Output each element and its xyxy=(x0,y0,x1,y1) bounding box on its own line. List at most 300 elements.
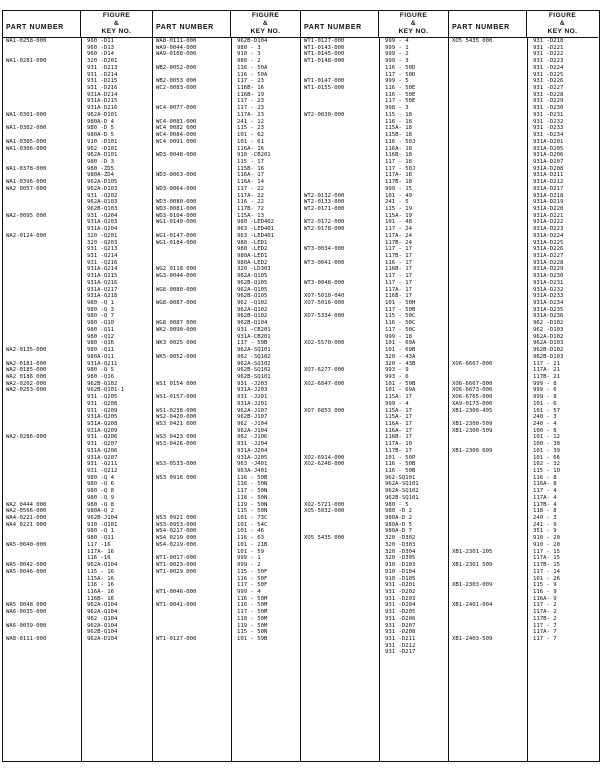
part-number-cell xyxy=(153,260,231,267)
figure-key-cell: 910 - 20 xyxy=(533,541,560,548)
figure-key-cell: 931 -D230 xyxy=(533,105,564,112)
table-row xyxy=(3,488,152,495)
table-row xyxy=(449,179,598,186)
figure-key-cell: 101 - 59B xyxy=(385,380,416,387)
table-row xyxy=(301,361,448,368)
figure-key-cell: 931A-D212 xyxy=(533,179,564,186)
part-number-cell: XO5 5435 000 xyxy=(452,38,493,44)
part-number-cell xyxy=(449,629,527,636)
table-row xyxy=(301,293,448,300)
table-row xyxy=(449,159,598,166)
table-row xyxy=(3,92,152,99)
table-row xyxy=(301,92,448,99)
figure-key-cell: 931 -D206 xyxy=(385,615,416,622)
part-number-cell xyxy=(449,98,527,105)
table-row xyxy=(153,495,300,502)
table-row xyxy=(449,58,598,65)
table-row xyxy=(3,233,152,240)
table-row xyxy=(301,468,448,475)
part-number-cell xyxy=(153,112,231,119)
table-row xyxy=(3,602,152,609)
table-row xyxy=(449,475,598,482)
part-number-cell xyxy=(301,354,379,361)
part-number-cell xyxy=(301,562,379,569)
part-number-cell xyxy=(449,374,527,381)
part-number-cell: WT2-0178-000 xyxy=(304,226,345,233)
figure-key-cell: 962 -J106 xyxy=(237,434,268,441)
table-row xyxy=(301,334,448,341)
figure-key-cell: 962 -J104 xyxy=(237,420,268,427)
part-number-cell: WT1-0143-000 xyxy=(304,44,345,51)
table-row xyxy=(449,576,598,583)
figure-key-cell: 962B-Q102 xyxy=(237,313,268,320)
part-number-cell xyxy=(301,186,379,193)
figure-key-cell: 931A-Q203 xyxy=(87,219,118,226)
header-part-number: PART NUMBER xyxy=(153,11,231,37)
part-number-cell xyxy=(449,334,527,341)
figure-key-cell: 116 - 50N xyxy=(237,481,268,488)
table-row xyxy=(449,394,598,401)
figure-key-cell: 980 -Q 8 xyxy=(87,501,114,508)
table-row xyxy=(301,347,448,354)
figure-key-cell: 931 -D214 xyxy=(87,71,118,78)
table-row xyxy=(3,515,152,522)
figure-key-cell: 117 - 24 xyxy=(385,226,412,233)
table-row xyxy=(153,576,300,583)
table-row xyxy=(153,293,300,300)
part-number-cell xyxy=(153,448,231,455)
table-row xyxy=(301,623,448,630)
table-row xyxy=(153,78,300,85)
part-number-cell xyxy=(449,85,527,92)
table-row xyxy=(153,98,300,105)
table-row xyxy=(153,414,300,421)
part-number-cell xyxy=(153,367,231,374)
figure-key-cell: 963 -LED401 xyxy=(237,226,275,233)
figure-key-cell: 240 - 4 xyxy=(533,420,557,427)
part-number-cell: WG2 0118 000 xyxy=(156,266,197,273)
table-row xyxy=(153,515,300,522)
part-number-cell xyxy=(301,307,379,314)
table-row xyxy=(301,38,448,45)
table-row xyxy=(3,152,152,159)
figure-key-cell: 931 -J201 xyxy=(237,394,268,401)
figure-key-cell: 931A-D201 xyxy=(533,138,564,145)
table-row xyxy=(3,98,152,105)
column-header xyxy=(449,11,598,38)
figure-key-cell: 101 - 69A xyxy=(385,387,416,394)
table-row xyxy=(301,253,448,260)
figure-key-cell: 116 - 50A xyxy=(237,64,268,71)
table-row xyxy=(3,340,152,347)
figure-key-cell: 116A- 17 xyxy=(385,420,412,427)
part-number-cell: XO6-6667-000 xyxy=(452,380,493,387)
figure-key-cell: 101 - 48 xyxy=(385,219,412,226)
figure-key-cell: 962A-Q103 xyxy=(87,199,118,206)
figure-key-cell: 931 -D227 xyxy=(533,85,564,92)
figure-key-cell: 240 - 3 xyxy=(533,515,557,522)
part-number-cell xyxy=(301,361,379,368)
figure-key-cell: 115B- 16 xyxy=(237,165,264,172)
figure-key-cell: 962A-D102 xyxy=(533,333,564,340)
table-row xyxy=(3,428,152,435)
figure-key-cell: 931 -Q202 xyxy=(87,192,118,199)
figure-key-cell: 962B-D102 xyxy=(533,347,564,354)
part-number-cell: XO5 5435 000 xyxy=(304,535,345,542)
part-number-cell: XO2-6847-000 xyxy=(304,380,345,387)
table-row xyxy=(449,616,598,623)
part-number-cell xyxy=(301,616,379,623)
figure-key-cell: 980 -Q 9 xyxy=(87,494,114,501)
part-number-cell xyxy=(153,495,231,502)
part-number-cell xyxy=(3,589,81,596)
part-number-cell xyxy=(153,576,231,583)
figure-key-cell: 931A-J205 xyxy=(237,454,268,461)
part-number-cell: WA2 0186 000 xyxy=(6,373,47,380)
figure-key-cell: 980A-Q11 xyxy=(87,353,114,360)
part-number-cell xyxy=(449,219,527,226)
table-row xyxy=(301,193,448,200)
part-number-cell xyxy=(301,179,379,186)
figure-key-cell: 931 -D232 xyxy=(533,118,564,125)
table-row xyxy=(153,226,300,233)
figure-key-cell: 116A- 9 xyxy=(533,595,557,602)
part-number-cell xyxy=(153,361,231,368)
part-number-cell xyxy=(301,273,379,280)
table-row xyxy=(301,354,448,361)
figure-key-cell: 931 -D229 xyxy=(533,98,564,105)
table-row xyxy=(449,596,598,603)
figure-key-cell: 117 - 7 xyxy=(533,635,557,642)
table-row xyxy=(301,535,448,542)
part-number-cell xyxy=(449,475,527,482)
part-number-cell xyxy=(449,166,527,173)
figure-key-cell: 115 - 50F xyxy=(237,568,268,575)
part-number-cell xyxy=(301,125,379,132)
part-number-cell: WT2-0133-000 xyxy=(304,199,345,206)
table-row xyxy=(449,495,598,502)
figure-key-cell: 101 - 26 xyxy=(533,575,560,582)
table-row xyxy=(301,132,448,139)
table-row xyxy=(3,414,152,421)
part-number-cell: WC4-0084-000 xyxy=(156,132,197,139)
part-number-cell xyxy=(153,549,231,556)
table-row xyxy=(3,112,152,119)
part-number-cell xyxy=(301,327,379,334)
figure-key-cell: 931A-D233 xyxy=(533,293,564,300)
table-row xyxy=(153,105,300,112)
figure-key-cell: 980 -Q16 xyxy=(87,373,114,380)
figure-key-cell: 931 -D208 xyxy=(385,629,416,636)
table-row xyxy=(301,45,448,52)
table-row xyxy=(301,455,448,462)
table-row xyxy=(449,542,598,549)
figure-key-cell: 117 - 23 xyxy=(237,98,264,105)
table-row xyxy=(153,152,300,159)
part-number-cell xyxy=(3,51,81,58)
table-row xyxy=(301,629,448,636)
table-row xyxy=(3,179,152,186)
part-number-cell xyxy=(153,166,231,173)
figure-key-cell: 117 - 50E xyxy=(385,98,416,105)
figure-key-cell: 320 -Q203 xyxy=(87,239,118,246)
part-number-cell: WD3-0048-000 xyxy=(156,152,197,159)
table-row xyxy=(449,381,598,388)
figure-key-cell: 931 -D201 xyxy=(385,582,416,589)
part-number-cell: WT3-0041-000 xyxy=(304,259,345,266)
figure-key-cell: 931A-Q208 xyxy=(87,420,118,427)
table-row xyxy=(301,542,448,549)
figure-key-cell: 931 -D207 xyxy=(385,622,416,629)
table-row xyxy=(449,213,598,220)
table-row xyxy=(3,629,152,636)
table-row xyxy=(153,361,300,368)
part-number-cell xyxy=(449,569,527,576)
figure-key-cell: 931A-J204 xyxy=(237,447,268,454)
table-row xyxy=(449,119,598,126)
table-row xyxy=(153,629,300,636)
table-row xyxy=(3,146,152,153)
figure-key-cell: 320 -LD303 xyxy=(237,266,271,273)
part-number-cell xyxy=(301,629,379,636)
part-number-cell xyxy=(449,354,527,361)
part-number-cell: WA2-0202-000 xyxy=(6,380,47,387)
figure-key-cell: 320 -Q201 xyxy=(87,232,118,239)
figure-key-cell: 960 -D13 xyxy=(87,44,114,51)
table-row xyxy=(301,522,448,529)
table-row xyxy=(301,307,448,314)
part-number-cell xyxy=(153,401,231,408)
part-number-cell xyxy=(3,582,81,589)
figure-key-cell: 116 - 50M xyxy=(237,595,268,602)
figure-key-cell: 962B-SQ101 xyxy=(237,373,271,380)
figure-key-cell: 116 - 17 xyxy=(385,259,412,266)
figure-key-cell: 931 -Q208 xyxy=(87,400,118,407)
figure-key-cell: 962A-SQ102 xyxy=(237,360,271,367)
part-number-cell: WT1-0029 000 xyxy=(156,568,197,575)
table-row xyxy=(3,589,152,596)
part-number-cell xyxy=(449,367,527,374)
table-row xyxy=(301,602,448,609)
figure-key-cell: 115 - 17 xyxy=(237,158,264,165)
figure-key-cell: 931 -D228 xyxy=(533,91,564,98)
figure-key-cell: 931A-D228 xyxy=(533,259,564,266)
figure-key-cell: 910 -D104 xyxy=(385,568,416,575)
figure-key-cell: 117A- 17 xyxy=(385,286,412,293)
table-row xyxy=(301,414,448,421)
table-row xyxy=(449,629,598,636)
part-number-cell xyxy=(3,246,81,253)
figure-key-cell: 351 - 9 xyxy=(533,528,557,535)
table-row xyxy=(153,146,300,153)
figure-key-cell: 980 -Q 1 xyxy=(87,300,114,307)
part-number-cell xyxy=(153,596,231,603)
figure-key-cell: 998 - 3 xyxy=(385,105,409,112)
part-number-cell xyxy=(301,172,379,179)
table-row xyxy=(153,522,300,529)
part-number-cell: WA5 0048 000 xyxy=(6,602,47,609)
table-row xyxy=(153,488,300,495)
part-number-cell xyxy=(153,179,231,186)
part-number-cell: WA5-0046-000 xyxy=(6,568,47,575)
part-number-cell xyxy=(449,596,527,603)
part-number-cell: WA4 0221 000 xyxy=(6,521,47,528)
table-row xyxy=(449,408,598,415)
part-number-cell: WB2-0052-000 xyxy=(156,64,197,71)
figure-key-cell: 116 - 50B xyxy=(237,474,268,481)
figure-key-cell: 100 - 38 xyxy=(533,441,560,448)
table-row xyxy=(3,300,152,307)
figure-key-cell: 116 - 18 xyxy=(385,118,412,125)
part-number-cell xyxy=(449,246,527,253)
table-row xyxy=(153,307,300,314)
figure-key-cell: 116 - 50F xyxy=(237,575,268,582)
figure-key-cell: 117 - 50N xyxy=(237,488,268,495)
figure-key-cell: 960 -D11 xyxy=(87,38,114,44)
figure-key-cell: 115 - 50N xyxy=(237,629,268,636)
figure-key-cell: 910 - 3 xyxy=(237,51,261,58)
figure-key-cell: 116 -16 xyxy=(87,555,111,562)
part-number-cell xyxy=(3,549,81,556)
figure-key-cell: 320 -D303 xyxy=(385,541,416,548)
figure-key-cell: 320 -D302 xyxy=(385,535,416,542)
figure-key-cell: 962B-Q105 xyxy=(237,293,268,300)
figure-key-cell: 980 -LED2 xyxy=(237,246,268,253)
table-row xyxy=(449,240,598,247)
figure-key-cell: 101 - 50P xyxy=(385,454,416,461)
figure-key-cell: 116B- 16 xyxy=(87,595,114,602)
table-row xyxy=(301,78,448,85)
part-number-cell xyxy=(153,468,231,475)
table-row xyxy=(3,421,152,428)
figure-key-cell: 962-SQ101 xyxy=(385,474,416,481)
table-row xyxy=(301,287,448,294)
table-row xyxy=(153,468,300,475)
part-number-cell xyxy=(301,549,379,556)
figure-key-cell: 931A-Q204 xyxy=(87,226,118,233)
table-row xyxy=(153,562,300,569)
figure-key-cell: 980 -Q11 xyxy=(87,326,114,333)
table-row xyxy=(3,542,152,549)
part-number-cell: WK3 0025 000 xyxy=(156,340,197,347)
figure-key-cell: 117A- 23 xyxy=(237,111,264,118)
figure-key-cell: 962B-D104 xyxy=(237,38,268,44)
figure-key-cell: 119 - 50N xyxy=(237,501,268,508)
part-number-cell: WG1-0140-000 xyxy=(156,219,197,226)
part-number-cell xyxy=(301,522,379,529)
table-row xyxy=(449,72,598,79)
figure-key-cell: 102 - 32 xyxy=(533,461,560,468)
figure-key-cell: 931A-D234 xyxy=(533,300,564,307)
figure-key-cell: 117 - 2 xyxy=(533,602,557,609)
figure-key-cell: 117A- 22 xyxy=(237,192,264,199)
figure-key-cell: 980 -Q11 xyxy=(87,347,114,354)
part-number-cell xyxy=(449,576,527,583)
part-number-cell: WA2-0566-000 xyxy=(6,508,47,515)
table-row xyxy=(301,152,448,159)
column-body xyxy=(301,38,448,761)
figure-key-cell: 931 -D216 xyxy=(87,85,118,92)
table-row xyxy=(3,206,152,213)
figure-key-cell: 117A- 21 xyxy=(533,367,560,374)
figure-key-cell: 931 -Q211 xyxy=(87,461,118,468)
part-number-cell: WT2-0171-000 xyxy=(304,205,345,212)
part-number-cell xyxy=(3,401,81,408)
table-row xyxy=(449,166,598,173)
figure-key-cell: 999 - 2 xyxy=(237,562,261,569)
part-number-cell xyxy=(3,340,81,347)
figure-key-cell: 115 - 18 xyxy=(385,111,412,118)
table-row xyxy=(153,602,300,609)
figure-key-cell: 115 - 19 xyxy=(385,205,412,212)
part-number-cell xyxy=(301,495,379,502)
figure-key-cell: 980 -Q 3 xyxy=(87,306,114,313)
figure-key-cell: 980 -Q12 xyxy=(87,333,114,340)
figure-key-cell: 116 - 50J xyxy=(385,138,416,145)
table-row xyxy=(153,112,300,119)
figure-key-cell: 931 -D224 xyxy=(533,64,564,71)
table-row xyxy=(449,300,598,307)
part-number-cell xyxy=(153,623,231,630)
table-row xyxy=(301,105,448,112)
table-row xyxy=(3,105,152,112)
part-number-cell xyxy=(449,51,527,58)
table-row xyxy=(153,381,300,388)
part-number-cell: WS4-0219-000 xyxy=(156,541,197,548)
figure-key-cell: 116A- 8 xyxy=(533,481,557,488)
figure-key-cell: 240 - 3 xyxy=(533,414,557,421)
part-number-cell: WS3-0426-000 xyxy=(156,441,197,448)
part-number-cell: WA2 0444 000 xyxy=(6,501,47,508)
part-number-cell xyxy=(301,623,379,630)
parts-index-table xyxy=(2,10,600,762)
figure-key-cell: 116 - 50M xyxy=(237,602,268,609)
figure-key-cell: 931 -D218 xyxy=(533,38,564,44)
table-column-2 xyxy=(153,11,301,761)
table-row xyxy=(153,199,300,206)
part-number-cell xyxy=(153,307,231,314)
table-row xyxy=(3,394,152,401)
figure-key-cell: 910 -D105 xyxy=(385,575,416,582)
table-row xyxy=(153,434,300,441)
figure-key-cell: 115A- 19 xyxy=(385,212,412,219)
table-row xyxy=(449,313,598,320)
table-row xyxy=(3,582,152,589)
part-number-cell xyxy=(301,92,379,99)
figure-key-cell: 931 -Q212 xyxy=(87,468,118,474)
table-row xyxy=(449,636,598,643)
figure-key-cell: 962A-Q105 xyxy=(237,286,268,293)
table-row xyxy=(153,132,300,139)
figure-key-cell: 115A- 13 xyxy=(237,212,264,219)
part-number-cell xyxy=(301,394,379,401)
figure-key-cell: 962B-Q105 xyxy=(237,279,268,286)
part-number-cell xyxy=(3,152,81,159)
figure-key-cell: 117 - 23 xyxy=(237,105,264,112)
part-number-cell xyxy=(153,609,231,616)
part-number-cell: WA1-0301-000 xyxy=(6,111,47,118)
figure-key-cell: 962A-D101 xyxy=(87,111,118,118)
table-row xyxy=(153,327,300,334)
part-number-cell: WA5-0040-000 xyxy=(6,541,47,548)
figure-key-cell: 999 - 18 xyxy=(385,333,412,340)
table-row xyxy=(301,340,448,347)
figure-key-cell: 963A-J401 xyxy=(237,468,268,474)
part-number-cell xyxy=(449,313,527,320)
table-row xyxy=(3,481,152,488)
table-row xyxy=(449,374,598,381)
table-row xyxy=(449,193,598,200)
